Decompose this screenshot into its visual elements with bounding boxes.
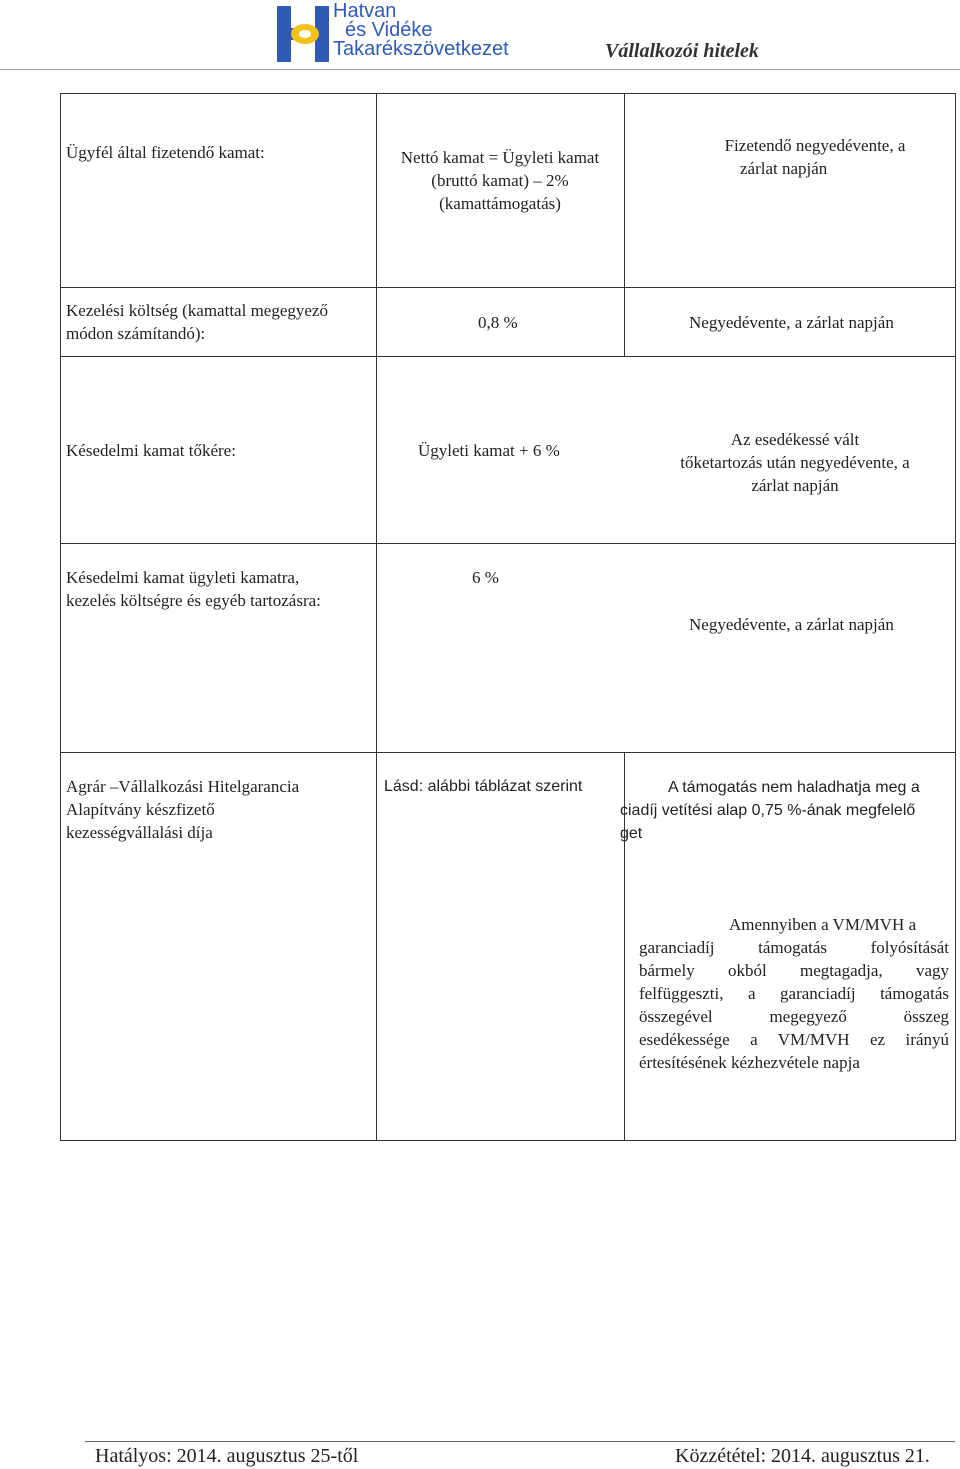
row5-note-line1: Amennyiben a VM/MVH a — [729, 915, 917, 934]
row1-due — [680, 134, 950, 180]
row5-label-line2: Alapítvány készfizető — [66, 800, 215, 819]
row1-label: Ügyfél által fizetendő kamat: — [66, 143, 265, 162]
logo-line-3: Takarékszövetkezet — [333, 38, 509, 60]
row5-due-line2: ciadíj vetítési alap 0,75 %-ának megfelelő — [620, 802, 916, 819]
row2-label-line2: módon számítandó): — [66, 324, 206, 343]
footer-divider — [85, 1441, 955, 1442]
page-header — [0, 0, 960, 72]
logo-line-1: Hatvan — [333, 0, 397, 22]
row3-value: Ügyleti kamat + 6 % — [418, 441, 560, 460]
row1-due-line2: zárlat napján — [740, 159, 828, 178]
row-divider-1 — [60, 287, 956, 288]
row-divider-4 — [60, 752, 956, 753]
row4-label-line2: kezelés költségre és egyéb tartozásra: — [66, 591, 321, 610]
column-divider-2 — [624, 93, 625, 356]
logo-line-2: és Vidéke — [345, 19, 433, 41]
row5-note-line3: bármely okból megtagadja, vagy — [639, 961, 949, 980]
row1-value-line2: (bruttó kamat) – 2% — [431, 171, 569, 190]
row1-due-line1: Fizetendő negyedévente, a — [724, 136, 906, 155]
row3-due-line2: tőketartozás után negyedévente, a — [680, 453, 910, 472]
bank-logo-icon — [275, 4, 341, 64]
row2-value: 0,8 % — [478, 313, 518, 332]
row5-note-line5: összegével megegyező összeg — [639, 1007, 949, 1026]
row2-due: Negyedévente, a zárlat napján — [689, 313, 894, 332]
footer-effective-date: Hatályos: 2014. augusztus 25-től — [95, 1445, 359, 1467]
row3-due-line1: Az esedékessé vált — [730, 430, 860, 449]
row5-due-line1: A támogatás nem haladhatja meg a — [668, 779, 920, 796]
row1-value — [380, 146, 620, 215]
row5-value: Lásd: alábbi táblázat szerint — [384, 778, 583, 795]
row2-label — [66, 299, 328, 345]
row5-note-line2: garanciadíj támogatás folyósítását — [639, 938, 949, 957]
row4-label-line1: Késedelmi kamat ügyleti kamatra, — [66, 568, 300, 587]
row4-label — [66, 566, 321, 612]
row4-due: Negyedévente, a zárlat napján — [689, 615, 894, 634]
row5-due-clip — [620, 776, 952, 848]
row5-label-line3: kezességvállalási díja — [66, 823, 213, 842]
row5-note-line4: felfüggeszti, a garanciadíj támogatás — [639, 984, 949, 1003]
bank-logo-text — [333, 2, 509, 59]
row5-label — [66, 775, 299, 844]
header-divider — [0, 69, 960, 70]
row3-due-line3: zárlat napján — [751, 476, 839, 495]
row5-note-line7: értesítésének kézhezvétele napja — [639, 1053, 860, 1072]
row1-value-line1: Nettó kamat = Ügyleti kamat — [400, 148, 600, 167]
column-divider-1 — [376, 93, 377, 1141]
row-divider-3 — [60, 543, 956, 544]
row5-due-line3: get — [620, 825, 643, 842]
row3-label: Késedelmi kamat tőkére: — [66, 441, 236, 460]
footer-publication-date: Közzététel: 2014. augusztus 21. — [675, 1445, 930, 1467]
row2-label-line1: Kezelési költség (kamattal megegyező — [66, 301, 328, 320]
row5-due — [620, 776, 952, 845]
row-divider-2 — [60, 356, 956, 357]
row5-note — [639, 913, 949, 1074]
row3-due — [640, 428, 950, 497]
row5-label-line1: Agrár –Vállalkozási Hitelgarancia — [66, 777, 300, 796]
row4-value: 6 % — [472, 568, 499, 587]
row5-note-line6: esedékessége a VM/MVH ez irányú — [639, 1030, 949, 1049]
document-title: Vállalkozói hitelek — [605, 40, 759, 62]
row1-value-line3: (kamattámogatás) — [439, 194, 561, 213]
